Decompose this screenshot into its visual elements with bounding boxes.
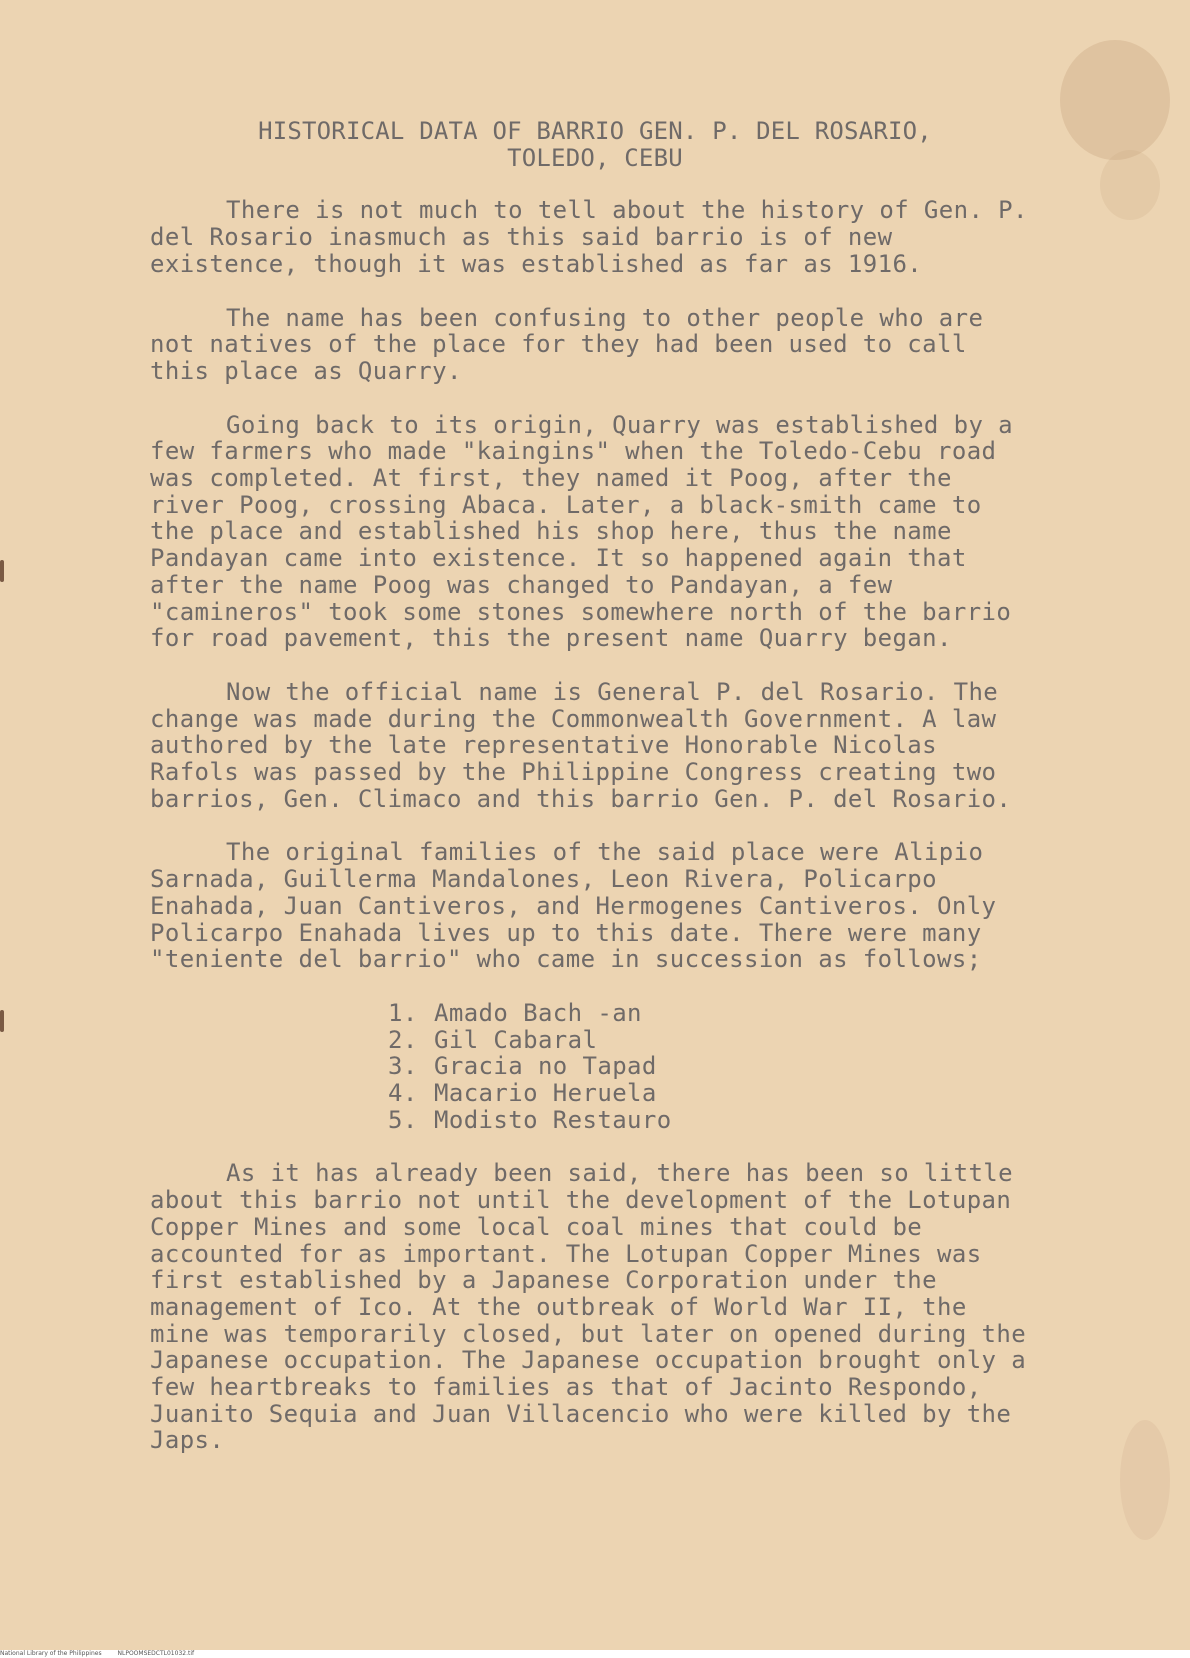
list-item	[388, 1080, 1040, 1107]
paper-stain	[1120, 1420, 1170, 1540]
list-item	[388, 1027, 1040, 1054]
list-number: 1.	[388, 998, 418, 1027]
paragraph-origin: Going back to its origin, Quarry was established by a few farmers who made "kaingins" when the Toledo-Cebu road was completed. At first, they named it Poog, after the river Poog, crossing Abaca. Later, a black-smith came to the place and established his shop here, thus the name Pandayan came into existence. It so happened again that after the name Poog was changed to Pandayan, a few "camineros" took some stones somewhere north of the barrio for road pavement, this the present name Quarry began.	[150, 410, 1014, 653]
paragraph-official-name: Now the official name is General P. del Rosario. The change was made during the Commonwealth Government. A law authored by the late representative Honorable Nicolas Rafols was passed by the Philippine Congress creating two barrios, Gen. Climaco and this barrio Gen. P. del Rosario.	[150, 677, 1012, 813]
list-item	[388, 1107, 1040, 1134]
paragraph-intro: There is not much to tell about the history of Gen. P. del Rosario inasmuch as this said barrio is of new existence, though it was established as far as 1916.	[150, 196, 1028, 278]
paragraph-name-confusion: The name has been confusing to other people who are not natives of the place for they had been used to call this place as Quarry.	[150, 303, 984, 385]
teniente-list	[150, 1000, 1040, 1133]
list-item	[388, 1053, 1040, 1080]
paragraph-mines-and-war: As it has already been said, there has been so little about this barrio not until the development of the Lotupan Copper Mines and some local coal mines that could be accounted for as important. The Lotupan Copper Mines was first established by a Japanese Corporation under the management of Ico. At the outbreak of World War II, the mine was temporarily closed, but later on opened during the Japanese occupation. The Japanese occupation brought only a few heartbreaks to families as that of Jacinto Respondo, Juanito Sequia and Juan Villacencio who were killed by the Japs.	[150, 1159, 1027, 1455]
list-number: 3.	[388, 1052, 418, 1081]
library-credit: National Library of the Philippines	[0, 1650, 102, 1657]
file-id: NLPOOMSEDCTL01032.tif	[117, 1650, 195, 1657]
binding-hole-mark	[0, 560, 4, 582]
list-number: 2.	[388, 1025, 418, 1054]
paper-stain	[1060, 40, 1170, 160]
list-item	[388, 1000, 1040, 1027]
list-number: 5.	[388, 1105, 418, 1134]
typed-text-body	[150, 118, 1040, 1454]
document-title: HISTORICAL DATA OF BARRIO GEN. P. DEL ROSARIO, TOLEDO, CEBU	[258, 117, 932, 172]
list-number: 4.	[388, 1079, 418, 1108]
teniente-name: Modisto Restauro	[434, 1105, 672, 1134]
teniente-name: Gracia no Tapad	[434, 1052, 657, 1081]
binding-hole-mark	[0, 1010, 4, 1032]
teniente-name: Macario Heruela	[434, 1079, 657, 1108]
paragraph-original-families: The original families of the said place were Alipio Sarnada, Guillerma Mandalones, Leon Rivera, Policarpo Enahada, Juan Cantiveros, and Hermogenes Cantiveros. Only Policarpo Enahada lives up to this date. There were many "teniente del barrio" who came in succession as follows;	[150, 838, 997, 974]
paper-stain	[1100, 150, 1160, 220]
teniente-name: Amado Bach -an	[434, 998, 642, 1027]
scan-footer	[0, 1650, 1190, 1658]
teniente-name: Gil Cabaral	[434, 1025, 598, 1054]
